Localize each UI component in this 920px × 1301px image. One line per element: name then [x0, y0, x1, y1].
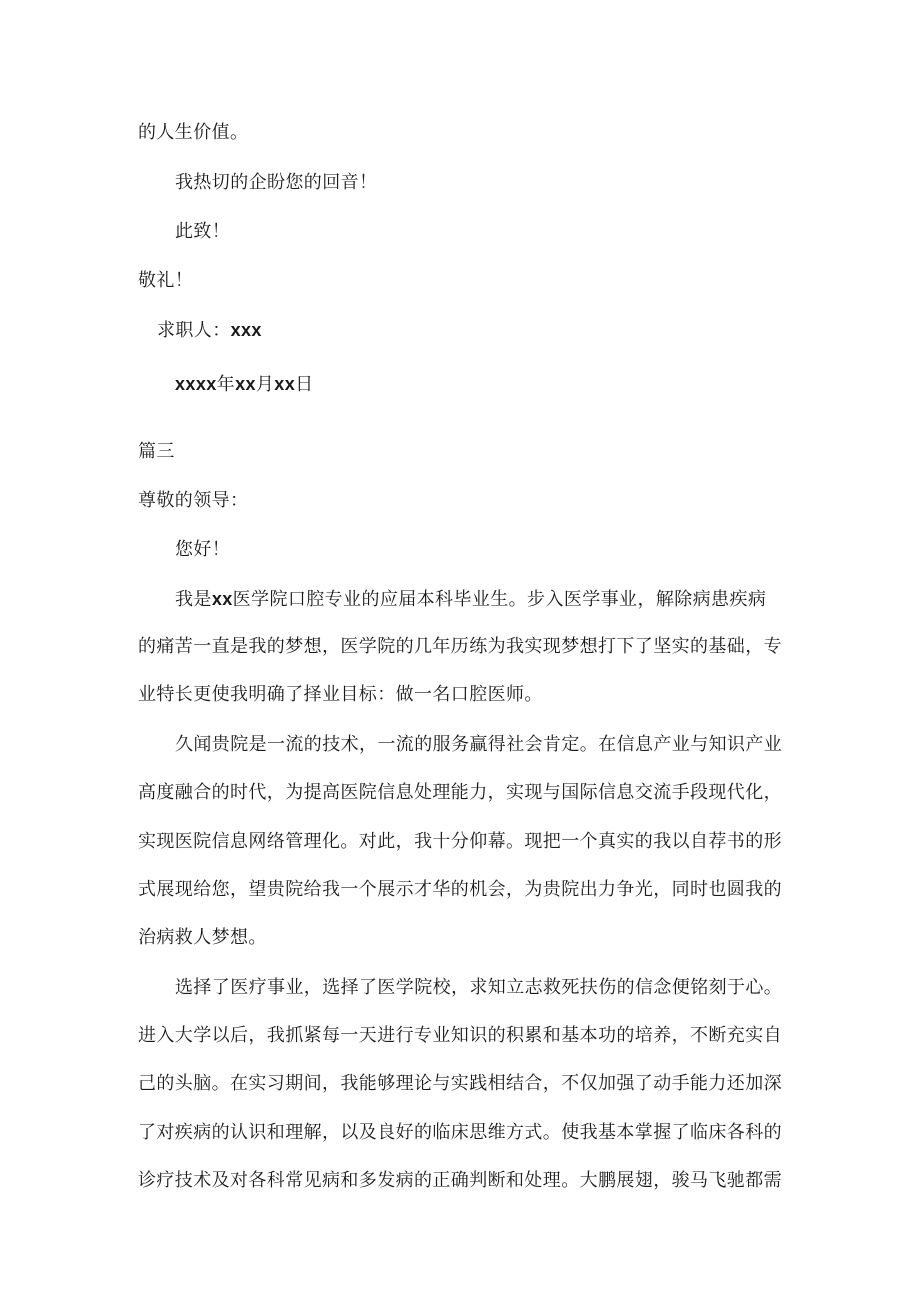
paragraph-line: 业特长更使我明确了择业目标：做一名口腔医师。 [138, 684, 543, 705]
paragraph-line: 式展现给您，望贵院给我一个展示才华的机会，为贵院出力争光，同时也圆我的 [138, 879, 782, 900]
paragraph-line: 己的头脑。在实习期间，我能够理论与实践相结合，不仅加强了动手能力还加深 [138, 1073, 782, 1094]
text-line: 的人生价值。 [138, 122, 249, 143]
paragraph-line: 选择了医疗事业，选择了医学院校，求知立志救死扶伤的信念便铭刻于心。 [175, 977, 783, 998]
paragraph-line: 诊疗技术及对各科常见病和多发病的正确判断和处理。大鹏展翅，骏马飞驰都需 [138, 1170, 782, 1191]
salutation: 尊敬的领导： [138, 490, 249, 511]
paragraph-line: 了对疾病的认识和理解，以及良好的临床思维方式。使我基本掌握了临床各科的 [138, 1122, 782, 1143]
text-line: 敬礼！ [138, 270, 194, 291]
paragraph-line: 久闻贵院是一流的技术，一流的服务赢得社会肯定。在信息产业与知识产业 [175, 734, 783, 755]
text-line: 我热切的企盼您的回音！ [175, 172, 378, 193]
date-line: xxxx年xx月xx日 [175, 374, 314, 395]
section-heading: 篇三 [138, 441, 175, 462]
greeting: 您好！ [175, 539, 231, 560]
paragraph-line: 实现医院信息网络管理化。对此，我十分仰幕。现把一个真实的我以自荐书的形 [138, 831, 782, 852]
paragraph-line: 治病救人梦想。 [138, 927, 267, 948]
paragraph-line: 的痛苦一直是我的梦想，医学院的几年历练为我实现梦想打下了坚实的基础，专 [138, 636, 782, 657]
paragraph-line: 我是xx医学院口腔专业的应届本科毕业生。步入医学事业，解除病患疾病 [175, 589, 767, 610]
paragraph-line: 进入大学以后，我抓紧每一天进行专业知识的积累和基本功的培养，不断充实自 [138, 1025, 782, 1046]
signature-line: 求职人：xxx [157, 320, 262, 341]
text-line: 此致！ [175, 221, 231, 242]
paragraph-line: 高度融合的时代，为提高医院信息处理能力，实现与国际信息交流手段现代化， [138, 782, 782, 803]
